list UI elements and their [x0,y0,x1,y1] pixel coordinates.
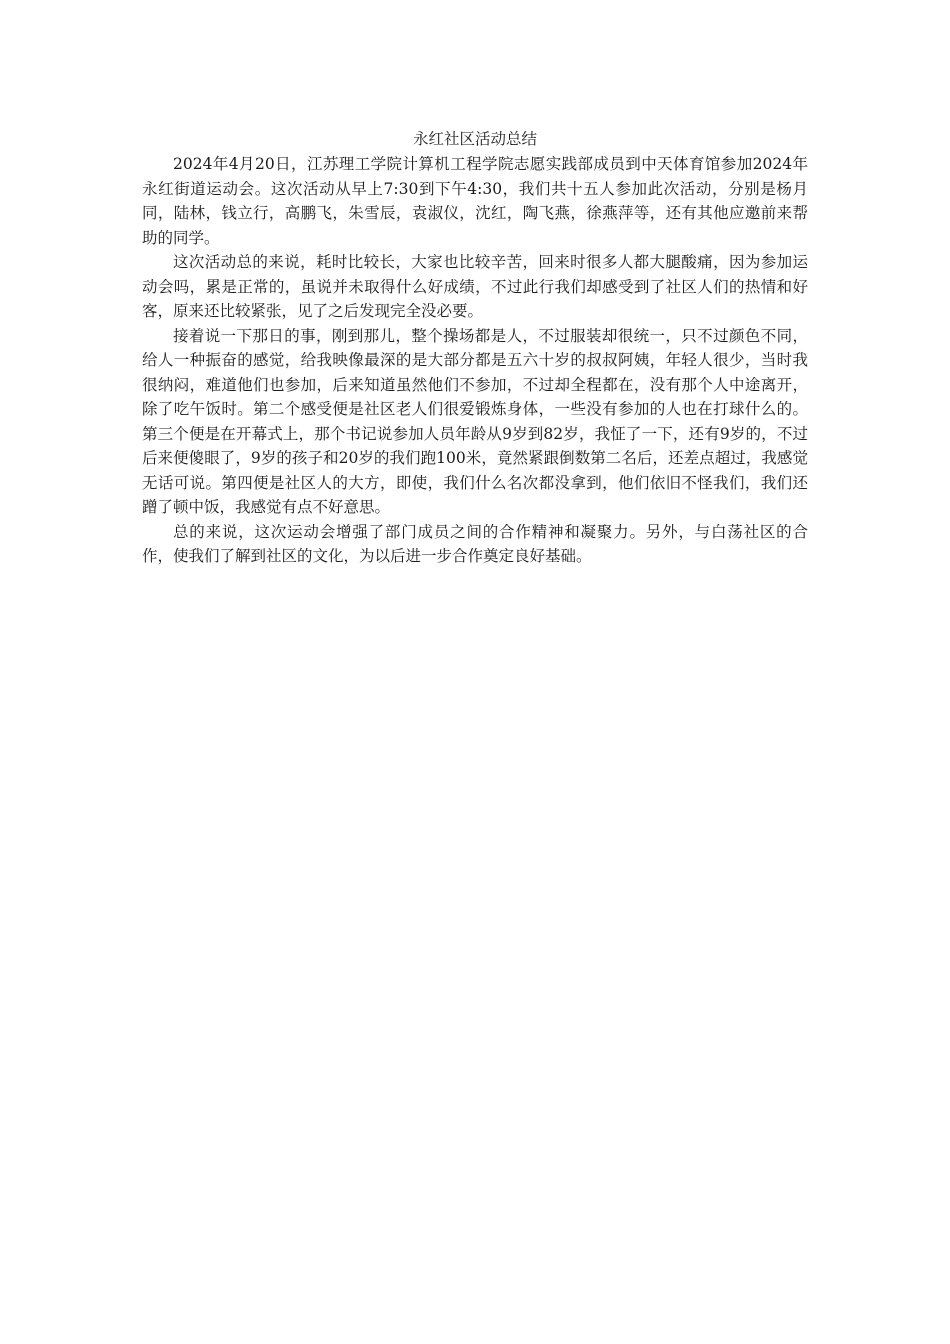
document-title: 永红社区活动总结 [412,130,537,148]
paragraph-3: 接着说一下那日的事，刚到那儿，整个操场都是人，不过服装却很统一，只不过颜色不同，给人一种振奋的感觉，给我映像最深的是大部分都是五六十岁的叔叔阿姨，年轻人很少，当时我很纳闷，难道他们也参加，后来知道虽然他们不参加，不过却全程都在，没有那个人中途离开，除了吃午饭时。第二个感受便是社区老人们很爱锻炼身体，一些没有参加的人也在打球什么的。第三个便是在开幕式上，那个书记说参加人员年龄从9岁到82岁，我怔了一下，还有9岁的，不过后来便傻眼了，9岁的孩子和20岁的我们跑100米，竟然紧跟倒数第二名后，还差点超过，我感觉无话可说。第四便是社区人的大方，即使，我们什么名次都没拿到，他们依旧不怪我们，我们还蹭了顿中饭，我感觉有点不好意思。 [142,326,808,516]
paragraph-4: 总的来说，这次运动会增强了部门成员之间的合作精神和凝聚力。另外，与白荡社区的合作，使我们了解到社区的文化，为以后进一步合作奠定良好基础。 [142,522,808,565]
paragraph-2: 这次活动总的来说，耗时比较长，大家也比较辛苦，回来时很多人都大腿酸痛，因为参加运动会吗，累是正常的，虽说并未取得什么好成绩，不过此行我们却感受到了社区人们的热情和好客，原来还比较紧张，见了之后发现完全没必要。 [142,253,808,320]
document-body [142,127,808,569]
paragraph-1: 2024年4月20日，江苏理工学院计算机工程学院志愿实践部成员到中天体育馆参加2024年永红街道运动会。这次活动从早上7:30到下午4:30，我们共十五人参加此次活动，分别是杨月同，陆林，钱立行，高鹏飞，朱雪辰，袁淑仪，沈红，陶飞燕，徐燕萍等，还有其他应邀前来帮助的同学。 [142,155,808,247]
